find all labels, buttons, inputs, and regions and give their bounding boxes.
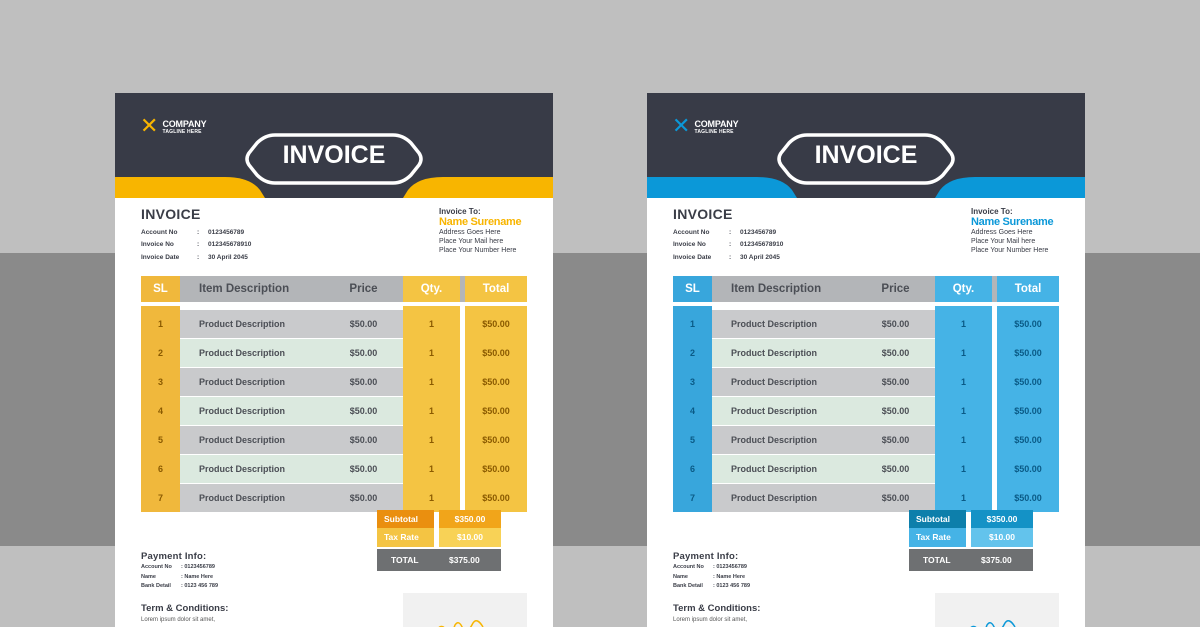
colon: : <box>729 241 732 249</box>
invoice-to <box>971 207 1081 255</box>
item-qty: 1 <box>428 406 434 416</box>
item-total: $50.00 <box>482 406 510 416</box>
item-sl: 1 <box>689 319 695 329</box>
item-qty: 1 <box>428 348 434 358</box>
invoice-title: INVOICE <box>673 206 733 222</box>
pay-account-label: Account No <box>141 564 172 571</box>
item-price: $50.00 <box>349 348 378 358</box>
item-price: $50.00 <box>349 377 378 387</box>
th-price: Price <box>881 283 910 295</box>
items-table <box>141 276 527 512</box>
item-price: $50.00 <box>349 406 378 416</box>
tax-label: Tax Rate <box>909 528 966 547</box>
account-no-value: 0123456789 <box>740 228 777 236</box>
logo-x-icon: ✕ <box>672 114 691 139</box>
item-total: $50.00 <box>1014 319 1042 329</box>
item-qty: 1 <box>960 435 966 445</box>
account-no-value: 0123456789 <box>208 228 245 236</box>
client-phone: Place Your Number Here <box>439 247 517 254</box>
signature-graphic <box>433 617 503 627</box>
item-sl: 6 <box>689 464 695 474</box>
item-total: $50.00 <box>1014 435 1042 445</box>
item-qty: 1 <box>960 319 966 329</box>
item-total: $50.00 <box>1014 406 1042 416</box>
item-description: Product Description <box>731 406 818 416</box>
terms <box>673 603 760 623</box>
item-sl: 2 <box>689 348 695 358</box>
item-total: $50.00 <box>482 319 510 329</box>
total-row <box>377 549 501 571</box>
item-description: Product Description <box>199 406 286 416</box>
item-description: Product Description <box>199 435 286 445</box>
terms <box>141 603 228 623</box>
item-description: Product Description <box>731 377 818 387</box>
item-description: Product Description <box>731 319 818 329</box>
item-price: $50.00 <box>349 464 378 474</box>
company-name: COMPANY <box>694 119 739 129</box>
item-qty: 1 <box>960 406 966 416</box>
invoice-date-label: Invoice Date <box>673 253 712 261</box>
th-description: Item Description <box>199 283 290 295</box>
item-sl: 5 <box>157 435 163 445</box>
colon: : <box>197 241 200 249</box>
tax-row <box>909 528 1033 547</box>
item-sl: 4 <box>157 406 163 416</box>
total-value: $375.00 <box>449 555 480 565</box>
item-price: $50.00 <box>881 348 910 358</box>
invoice-header <box>647 93 1085 198</box>
item-qty: 1 <box>960 377 966 387</box>
item-price: $50.00 <box>349 319 378 329</box>
invoice-page <box>115 93 553 627</box>
item-sl: 2 <box>157 348 163 358</box>
subtotal-label: Subtotal <box>377 510 434 529</box>
item-sl: 4 <box>689 406 695 416</box>
pay-name-value: : Name Here <box>713 573 746 580</box>
colon: : <box>197 228 200 236</box>
subtotal-row <box>909 510 1033 529</box>
item-price: $50.00 <box>881 435 910 445</box>
client-address: Address Goes Here <box>971 229 1033 236</box>
pay-name-label: Name <box>141 573 156 580</box>
client-phone: Place Your Number Here <box>971 247 1049 254</box>
item-total: $50.00 <box>482 377 510 387</box>
th-qty: Qty. <box>952 283 975 295</box>
subtotal-row <box>377 510 501 529</box>
item-sl: 6 <box>157 464 163 474</box>
item-qty: 1 <box>428 377 434 387</box>
invoice-date-value: 30 April 2045 <box>208 253 248 261</box>
invoice-no-value: 012345678910 <box>740 241 784 249</box>
terms-text: Lorem ipsum dolor sit amet, <box>673 617 748 623</box>
item-qty: 1 <box>960 493 966 503</box>
header-title: INVOICE <box>814 141 918 169</box>
pay-bank-value: : 0123 456 789 <box>181 583 219 590</box>
tax-value: $10.00 <box>439 528 501 547</box>
colon: : <box>729 228 732 236</box>
item-sl: 3 <box>689 377 695 387</box>
items-table <box>673 276 1059 512</box>
item-qty: 1 <box>960 464 966 474</box>
th-total: Total <box>1014 283 1042 295</box>
item-description: Product Description <box>731 464 818 474</box>
signature-box <box>935 593 1059 627</box>
pay-account-value: : 0123456789 <box>713 564 747 571</box>
item-qty: 1 <box>428 435 434 445</box>
subtotal-value: $350.00 <box>439 510 501 529</box>
pay-name-label: Name <box>673 573 688 580</box>
company-name: COMPANY <box>162 119 207 129</box>
item-sl: 7 <box>157 493 163 503</box>
total-label: TOTAL <box>391 555 419 565</box>
total-label: TOTAL <box>923 555 951 565</box>
client-address: Address Goes Here <box>439 229 501 236</box>
header-title: INVOICE <box>282 141 386 169</box>
invoice-no-label: Invoice No <box>141 241 174 249</box>
invoice-date-label: Invoice Date <box>141 253 180 261</box>
client-mail: Place Your Mail here <box>439 238 504 245</box>
item-description: Product Description <box>199 377 286 387</box>
item-price: $50.00 <box>881 319 910 329</box>
th-total: Total <box>482 283 510 295</box>
client-name: Name Surename <box>439 216 522 228</box>
item-total: $50.00 <box>1014 348 1042 358</box>
item-description: Product Description <box>199 493 286 503</box>
invoice-date-value: 30 April 2045 <box>740 253 780 261</box>
item-total: $50.00 <box>1014 377 1042 387</box>
terms-title: Term & Conditions: <box>673 603 761 614</box>
pay-bank-value: : 0123 456 789 <box>713 583 751 590</box>
th-qty: Qty. <box>420 283 443 295</box>
invoice-meta <box>141 226 251 264</box>
item-sl: 7 <box>689 493 695 503</box>
item-total: $50.00 <box>1014 493 1042 503</box>
invoice-page <box>647 93 1085 627</box>
item-qty: 1 <box>428 319 434 329</box>
colon: : <box>729 253 732 261</box>
company-tagline: TAGLINE HERE <box>162 129 202 135</box>
invoice-to-label: Invoice To: <box>439 207 481 216</box>
client-mail: Place Your Mail here <box>971 238 1036 245</box>
invoice-no-label: Invoice No <box>673 241 706 249</box>
company-logo <box>140 114 207 139</box>
item-total: $50.00 <box>482 435 510 445</box>
item-total: $50.00 <box>482 493 510 503</box>
th-price: Price <box>349 283 378 295</box>
payment-title: Payment Info: <box>141 551 207 562</box>
invoice-no-value: 012345678910 <box>208 241 252 249</box>
tax-value: $10.00 <box>971 528 1033 547</box>
item-description: Product Description <box>731 493 818 503</box>
invoice-title: INVOICE <box>141 206 201 222</box>
account-no-label: Account No <box>673 228 710 236</box>
terms-text: Lorem ipsum dolor sit amet, <box>141 617 216 623</box>
logo-x-icon: ✕ <box>140 114 159 139</box>
item-description: Product Description <box>731 435 818 445</box>
client-name: Name Surename <box>971 216 1054 228</box>
th-sl: SL <box>153 283 168 295</box>
item-price: $50.00 <box>881 377 910 387</box>
item-price: $50.00 <box>881 493 910 503</box>
item-price: $50.00 <box>349 435 378 445</box>
account-no-label: Account No <box>141 228 178 236</box>
payment-info <box>673 551 750 591</box>
invoice-to-label: Invoice To: <box>971 207 1013 216</box>
header-divider <box>673 302 1059 306</box>
header-divider <box>141 302 527 306</box>
item-sl: 1 <box>157 319 163 329</box>
item-total: $50.00 <box>1014 464 1042 474</box>
tax-label: Tax Rate <box>377 528 434 547</box>
item-price: $50.00 <box>349 493 378 503</box>
tax-row <box>377 528 501 547</box>
item-price: $50.00 <box>881 406 910 416</box>
subtotal-label: Subtotal <box>909 510 966 529</box>
total-value: $375.00 <box>981 555 1012 565</box>
item-qty: 1 <box>960 348 966 358</box>
invoice-to <box>439 207 549 255</box>
total-row <box>909 549 1033 571</box>
subtotal-value: $350.00 <box>971 510 1033 529</box>
th-sl: SL <box>685 283 700 295</box>
pay-account-label: Account No <box>673 564 704 571</box>
colon: : <box>197 253 200 261</box>
pay-bank-label: Bank Detail <box>141 583 171 590</box>
payment-info <box>141 551 218 591</box>
item-description: Product Description <box>199 464 286 474</box>
terms-title: Term & Conditions: <box>141 603 229 614</box>
item-total: $50.00 <box>482 464 510 474</box>
th-description: Item Description <box>731 283 822 295</box>
item-price: $50.00 <box>881 464 910 474</box>
signature-box <box>403 593 527 627</box>
pay-account-value: : 0123456789 <box>181 564 215 571</box>
signature-graphic <box>965 617 1035 627</box>
item-qty: 1 <box>428 464 434 474</box>
item-total: $50.00 <box>482 348 510 358</box>
invoice-meta <box>673 226 783 264</box>
payment-title: Payment Info: <box>673 551 739 562</box>
item-description: Product Description <box>199 319 286 329</box>
item-description: Product Description <box>731 348 818 358</box>
company-tagline: TAGLINE HERE <box>694 129 734 135</box>
company-logo <box>672 114 739 139</box>
pay-bank-label: Bank Detail <box>673 583 703 590</box>
item-sl: 5 <box>689 435 695 445</box>
item-sl: 3 <box>157 377 163 387</box>
invoice-header <box>115 93 553 198</box>
pay-name-value: : Name Here <box>181 573 214 580</box>
item-qty: 1 <box>428 493 434 503</box>
item-description: Product Description <box>199 348 286 358</box>
